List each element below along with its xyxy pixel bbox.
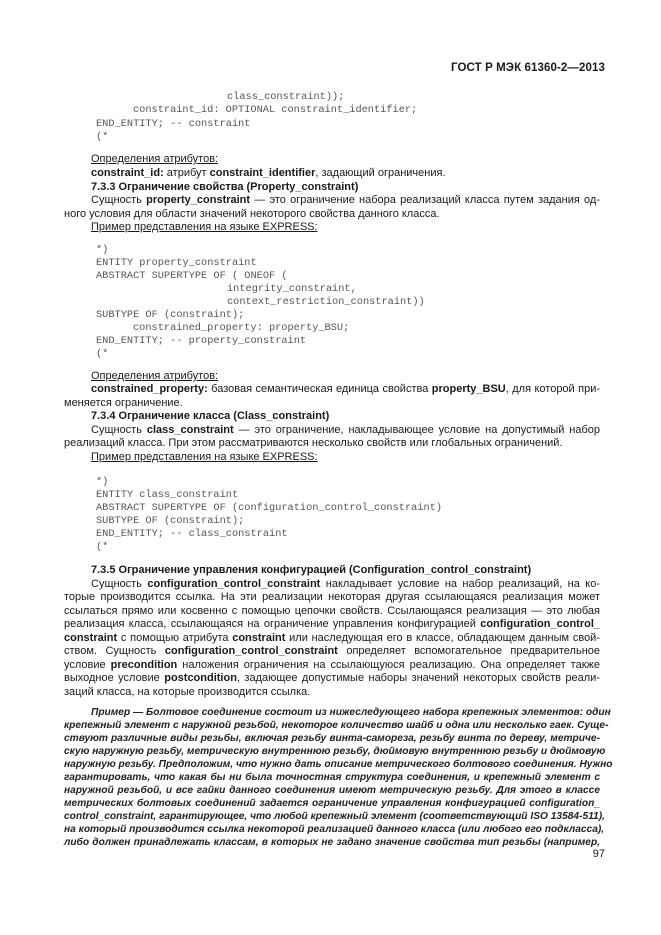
text: — это ограничение, накладывающее условие на допустимый набор (233, 424, 600, 436)
example-label: Пример представления на языке EXPRESS: (91, 451, 318, 463)
code-line: (* (96, 348, 109, 360)
example-line: Пример — Болтовое соединение состоит из нижеследующего набора крепежных элементов: один (91, 707, 611, 718)
code-line: integrity_constraint, (227, 283, 357, 295)
code-line: END_ENTITY; -- class_constraint (96, 528, 288, 540)
example-line: скую наружную резьбу, метрическую внутреннюю резьбу, дюймовую внутреннюю резьбу и дюймовую (64, 746, 606, 757)
text: , задающее допустимые наборы значений некоторых свойств реали- (236, 672, 600, 684)
term-ref: constraint_identifier (209, 167, 316, 179)
term: configuration_control_constraint (164, 645, 338, 657)
code-line: ENTITY class_constraint (96, 489, 239, 501)
text: Сущность (91, 578, 148, 590)
paragraph-line (91, 424, 600, 438)
paragraph-line (64, 632, 600, 646)
example-line: на который производится ссылка некоторой реализацией данного класса (или любого его подкласса), (64, 824, 605, 835)
text: накладывает условие на набор реализаций, на ко- (320, 578, 600, 590)
example-line: control_constraint, гарантирующее, что любой крепежный элемент (соответствующий ISO 13584-511), (64, 811, 605, 822)
term: property_constraint (146, 194, 251, 206)
code-line: class_constraint)); (227, 91, 345, 103)
attr-def-label: Определения атрибутов: (91, 370, 219, 382)
text: , задающий ограничения. (315, 167, 446, 179)
text: — это ограничение набора реализаций класса путем задания од- (250, 194, 600, 206)
code-line: (* (96, 541, 109, 553)
code-line: END_ENTITY; -- property_constraint (96, 335, 307, 347)
term: constrained_property: (91, 383, 208, 395)
paragraph-line: реализаций класса. При этом рассматриваются несколько свойств или глобальных ограничений. (64, 437, 563, 449)
example-line: наружной резьбой, и все гайки данного соединения имеют метрическую резьбу. Для этого в классе (64, 785, 600, 796)
text: реализация класса, ссылающаяся на ограничение управления конфигурацией (64, 618, 481, 630)
code-line: ENTITY property_constraint (96, 257, 257, 269)
paragraph-line (64, 645, 600, 659)
text: Сущность (91, 194, 147, 206)
section-heading-733: 7.3.3 Ограничение свойства (Property_constraint) (91, 181, 359, 193)
code-line: END_ENTITY; -- constraint (96, 118, 251, 130)
code-line: SUBTYPE OF (constraint); (96, 309, 245, 321)
paragraph-line: заций класса, на которые производится ссылка. (64, 686, 311, 698)
code-line: *) (96, 476, 109, 488)
code-line: ABSTRACT SUPERTYPE OF (configuration_control_constraint) (96, 502, 443, 514)
text: с помощью атрибута (117, 632, 233, 644)
text: атрибут (163, 167, 210, 179)
text: или наследующая его в классе, обладающем данным свой- (285, 632, 600, 644)
code-line: SUBTYPE OF (constraint); (96, 515, 245, 527)
paragraph-line: ссылаться прямо или косвенно с помощью цепочки свойств. Ссылающаяся реализация — это любая (64, 605, 600, 617)
term: configuration_control_ (480, 618, 600, 630)
paragraph-line: ного условия для области значений некоторого свойства данного класса. (64, 208, 440, 220)
code-line: ABSTRACT SUPERTYPE OF ( ONEOF ( (96, 270, 288, 282)
text: условие (64, 659, 111, 671)
term: constraint_id: (91, 167, 164, 179)
term: class_constraint (146, 424, 234, 436)
example-line: наружную резьбу. Предположим, что нужно дать описание метрического болтового соединения. Нужно (64, 759, 613, 770)
term: precondition (110, 659, 178, 671)
paragraph-line (64, 672, 600, 686)
paragraph-line: торые производится ссылка. На эти реализации некоторая другая ссылающаяся реализация может (64, 591, 600, 603)
paragraph-line (91, 194, 600, 208)
example-line: гарантировать, что какая бы ни была точностная структура соединения, и крепежный элемент с (64, 772, 600, 783)
text: наложения ограничения на ссылающуюся реализацию. Она определяет также (177, 659, 600, 671)
text: выходное условие (64, 672, 165, 684)
text: определяет вспомогательное предварительное (337, 645, 601, 657)
code-line: (* (96, 131, 109, 143)
attr-def-label: Определения атрибутов: (91, 153, 219, 165)
page-number: 97 (592, 848, 605, 860)
text: ством. Сущность (64, 645, 165, 657)
code-line: context_restriction_constraint)) (227, 296, 425, 308)
paragraph-line (64, 659, 600, 673)
example-line: метрических болтовых соединений задается ограничение управления конфигурацией configuration_ (64, 798, 600, 809)
term: postcondition (164, 672, 237, 684)
section-heading-735: 7.3.5 Ограничение управления конфигурацией (Configuration_control_constraint) (91, 564, 532, 576)
paragraph-line (64, 618, 600, 632)
code-line: constrained_property: property_BSU; (133, 322, 350, 334)
example-line: ствуют различные виды резьбы, включая резьбу винта-самореза, резьбу винта по дереву, метриче- (64, 733, 600, 744)
section-heading-734: 7.3.4 Ограничение класса (Class_constraint) (91, 410, 330, 422)
example-line: крепежный элемент с наружной резьбой, некоторое количество шайб и одна или несколько гаек. Суще- (64, 720, 609, 731)
code-line: *) (96, 244, 109, 256)
term: constraint (64, 632, 118, 644)
example-label: Пример представления на языке EXPRESS: (91, 221, 318, 233)
term-ref: property_BSU (431, 383, 506, 395)
term: constraint (232, 632, 286, 644)
text: базовая семантическая единица свойства (207, 383, 432, 395)
code-line: constraint_id: OPTIONAL constraint_identifier; (133, 104, 418, 116)
document-header: ГОСТ Р МЭК 61360-2—2013 (451, 62, 605, 74)
paragraph-line (91, 578, 600, 592)
text: Сущность (91, 424, 147, 436)
text: , для которой при- (505, 383, 601, 395)
term: configuration_control_constraint (147, 578, 321, 590)
example-line: либо должен принадлежать классам, в которых не задано значение свойства тип резьбы (например, (64, 837, 600, 848)
paragraph-line: меняется ограничение. (64, 397, 183, 409)
attr-def-constraint-id (91, 167, 600, 181)
attr-def-constrained-property (91, 383, 600, 397)
